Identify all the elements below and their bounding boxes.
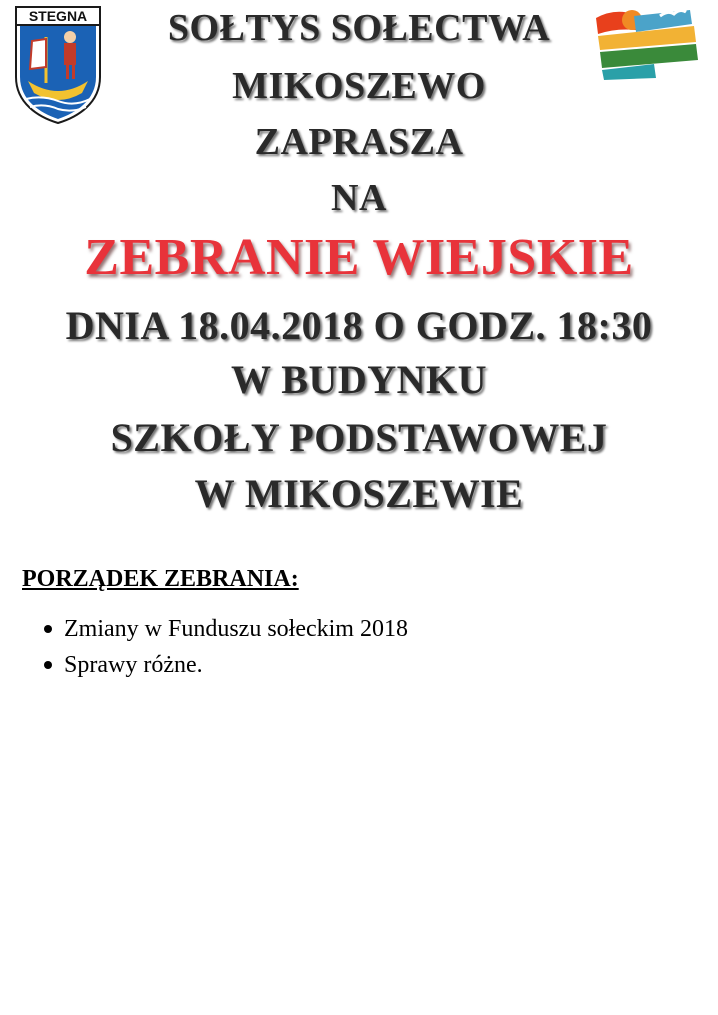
agenda-item — [40, 614, 408, 650]
event-date-time: DNIA 18.04.2018 O GODZ. 18:30 — [65, 303, 653, 348]
title-line-2: MIKOSZEWO — [232, 65, 486, 107]
title-line-1: SOŁTYS SOŁECTWA — [167, 7, 551, 49]
bullet-icon — [44, 661, 52, 669]
agenda-list — [40, 614, 408, 686]
bullet-icon — [44, 625, 52, 633]
title-line-4: NA — [331, 177, 387, 219]
title-line-3: ZAPRASZA — [254, 121, 464, 163]
event-title: ZEBRANIE WIEJSKIE — [84, 229, 634, 286]
agenda-heading: PORZĄDEK ZEBRANIA: — [22, 566, 299, 592]
venue-line-2: SZKOŁY PODSTAWOWEJ — [110, 415, 608, 460]
venue-line-1: W BUDYNKU — [230, 357, 487, 402]
crest-text: STEGNA — [28, 8, 88, 24]
venue-line-3: W MIKOSZEWIE — [194, 471, 524, 516]
agenda-item-text: Sprawy różne. — [64, 652, 203, 678]
agenda-item-text: Zmiany w Funduszu sołeckim 2018 — [64, 616, 408, 642]
agenda-item — [40, 650, 408, 686]
